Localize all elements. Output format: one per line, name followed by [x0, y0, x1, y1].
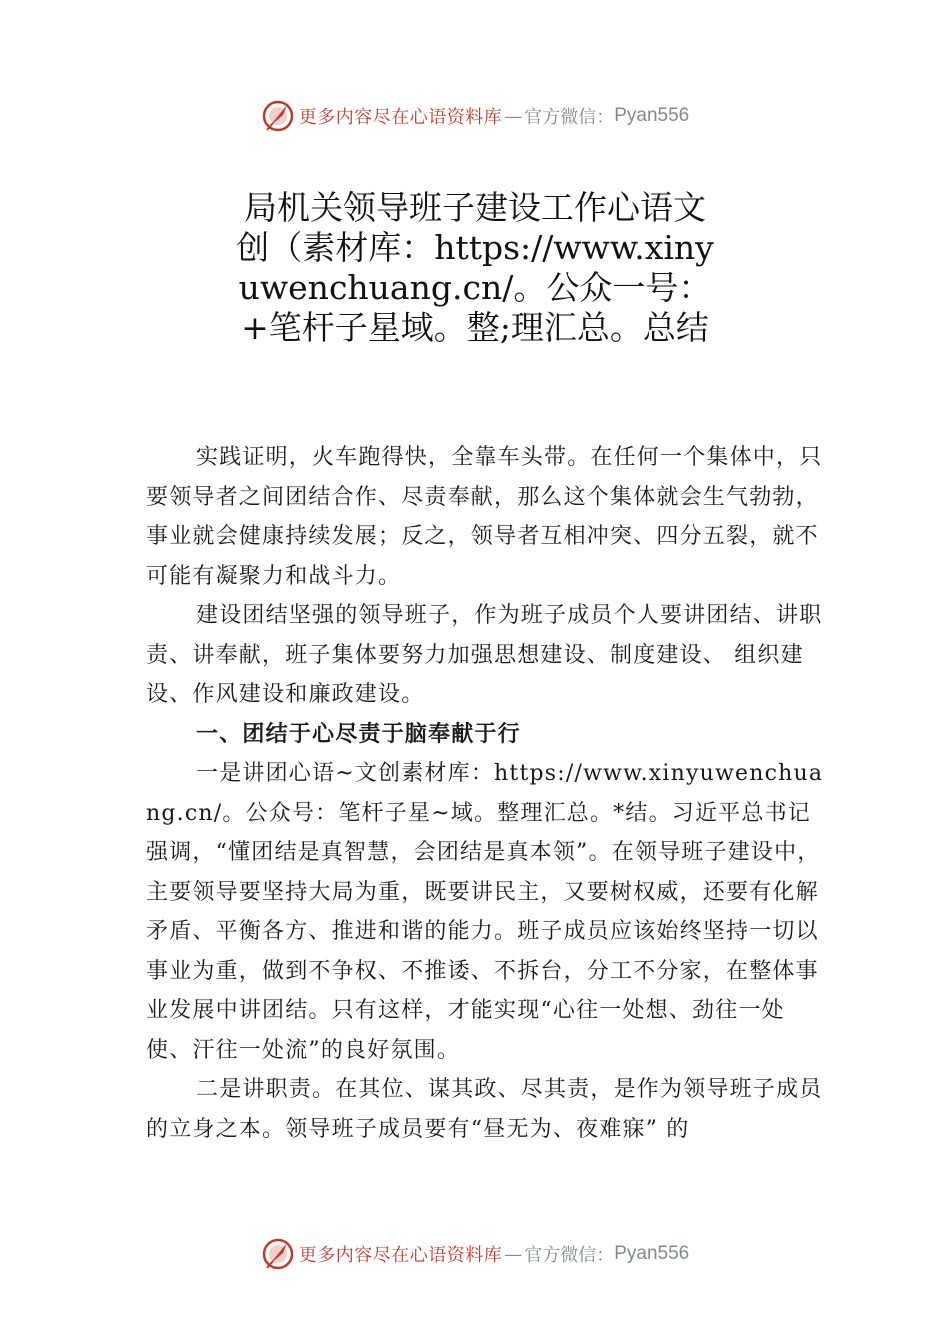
banner-separator: —: [504, 105, 523, 127]
document-title: 局机关领导班子建设工作心语文创（素材库：https://www.xinyuwenchuang.cn/。公众一号：+笔杆子星域。整;理汇总。总结: [236, 188, 714, 347]
body-paragraph: 实践证明，火车跑得快，全靠车头带。在任何一个集体中，只要领导者之间团结合作、尽责奉献，那么这个集体就会生气勃勃，事业就会健康持续发展；反之，领导者互相冲突、四分五裂，就不可能有凝聚力和战斗力。: [146, 445, 823, 589]
section-heading: 一、团结于心尽责于脑奉献于行: [196, 721, 521, 747]
banner-brand-text: 更多内容尽在心语资料库: [298, 1245, 503, 1266]
body-paragraph: 建设团结坚强的领导班子，作为班子成员个人要讲团结、讲职责、讲奉献，班子集体要努力加强思想建设、制度建设、 组织建设、作风建设和廉政建设。: [146, 603, 823, 707]
header-watermark-banner: [0, 96, 950, 136]
body-paragraph: 一是讲团心语~文创素材库：https://www.xinyuwenchuang.cn/。公众号：笔杆子星~域。整理汇总。*结。习近平总书记强调，“懂团结是真智慧，会团结是真本领”。在领导班子建设中，主要领导要坚持大局为重，既要讲民主，又要树权威，还要有化解矛盾、平衡各方、推进和谐的能力。班子成员应该始终坚持一切以事业为重，做到不争权、不推诿、不拆台，分工不分家，在整体事业发展中讲团结。只有这样，才能实现“心往一处想、劲往一处使、汗往一处流”的良好氛围。: [146, 761, 824, 1063]
banner-wechat-label: 官方微信：: [524, 1245, 615, 1266]
quill-logo-icon: [261, 99, 295, 133]
banner-brand-text: 更多内容尽在心语资料库: [298, 107, 503, 128]
body-paragraph: 二是讲职责。在其位、谋其政、尽其责，是作为领导班子成员的立身之本。领导班子成员要有“昼无为、夜难寐” 的: [146, 1077, 823, 1142]
banner-wechat-id: Pyan556: [614, 1243, 690, 1264]
quill-logo-icon: [261, 1237, 295, 1271]
footer-watermark-banner: [0, 1234, 950, 1274]
banner-wechat-id: Pyan556: [614, 105, 690, 126]
document-body: [146, 438, 826, 1149]
banner-separator: —: [504, 1243, 523, 1265]
banner-wechat-label: 官方微信：: [524, 107, 615, 128]
